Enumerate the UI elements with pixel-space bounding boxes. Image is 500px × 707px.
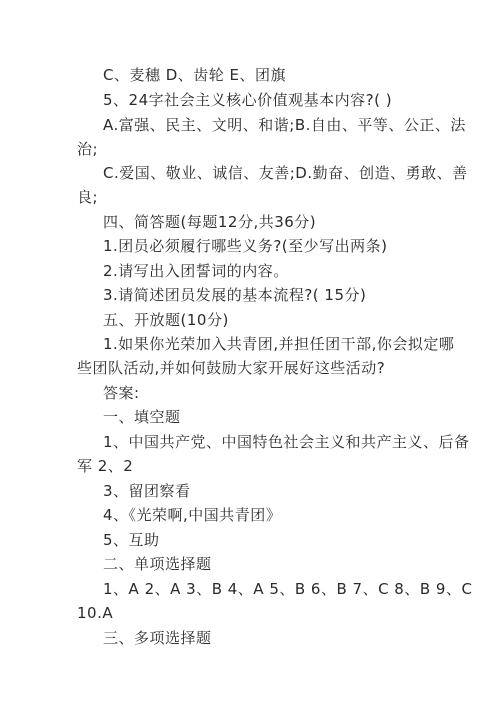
section-heading-5: 五、开放题(10分)	[103, 311, 229, 329]
text-line-5: C.爱国、敬业、诚信、友善;D.勤奋、创造、勇敢、善	[103, 164, 468, 182]
text-line-17: 军 2、2	[77, 457, 134, 475]
text-line-3: A.富强、民主、文明、和谐;B.自由、平等、公正、法	[103, 116, 466, 134]
text-line-22: 1、A 2、A 3、B 4、A 5、B 6、B 7、C 8、B 9、C	[103, 580, 473, 598]
text-line-13: 些团队活动,并如何鼓励大家开展好这些活动?	[77, 359, 386, 377]
answer-section-1: 一、填空题	[103, 408, 181, 426]
text-line-8: 1.团员必须履行哪些义务?(至少写出两条)	[103, 237, 388, 255]
answer-section-2: 二、单项选择题	[103, 555, 212, 573]
text-line-10: 3.请简述团员发展的基本流程?( 15分)	[103, 286, 367, 304]
text-line-18: 3、留团察看	[103, 482, 191, 500]
answers-heading: 答案:	[103, 384, 140, 402]
answer-section-3: 三、多项选择题	[103, 629, 212, 647]
text-line-4: 治;	[77, 140, 99, 158]
text-line-12: 1.如果你光荣加入共青团,并担任团干部,你会拟定哪	[103, 335, 455, 353]
text-line-16: 1、中国共产党、中国特色社会主义和共产主义、后备	[103, 433, 470, 451]
text-line-19: 4、《光荣啊,中国共青团》	[103, 506, 282, 524]
section-heading-4: 四、简答题(每题12分,共36分)	[103, 213, 317, 231]
text-line-9: 2.请写出入团誓词的内容。	[103, 262, 289, 280]
text-line-2: 5、24字社会主义核心价值观基本内容?( )	[103, 91, 393, 109]
text-line-6: 良;	[77, 188, 99, 206]
text-line-20: 5、互助	[103, 531, 160, 549]
text-line-23: 10.A	[77, 604, 114, 622]
text-line-1: C、麦穗 D、齿轮 E、团旗	[103, 66, 287, 84]
